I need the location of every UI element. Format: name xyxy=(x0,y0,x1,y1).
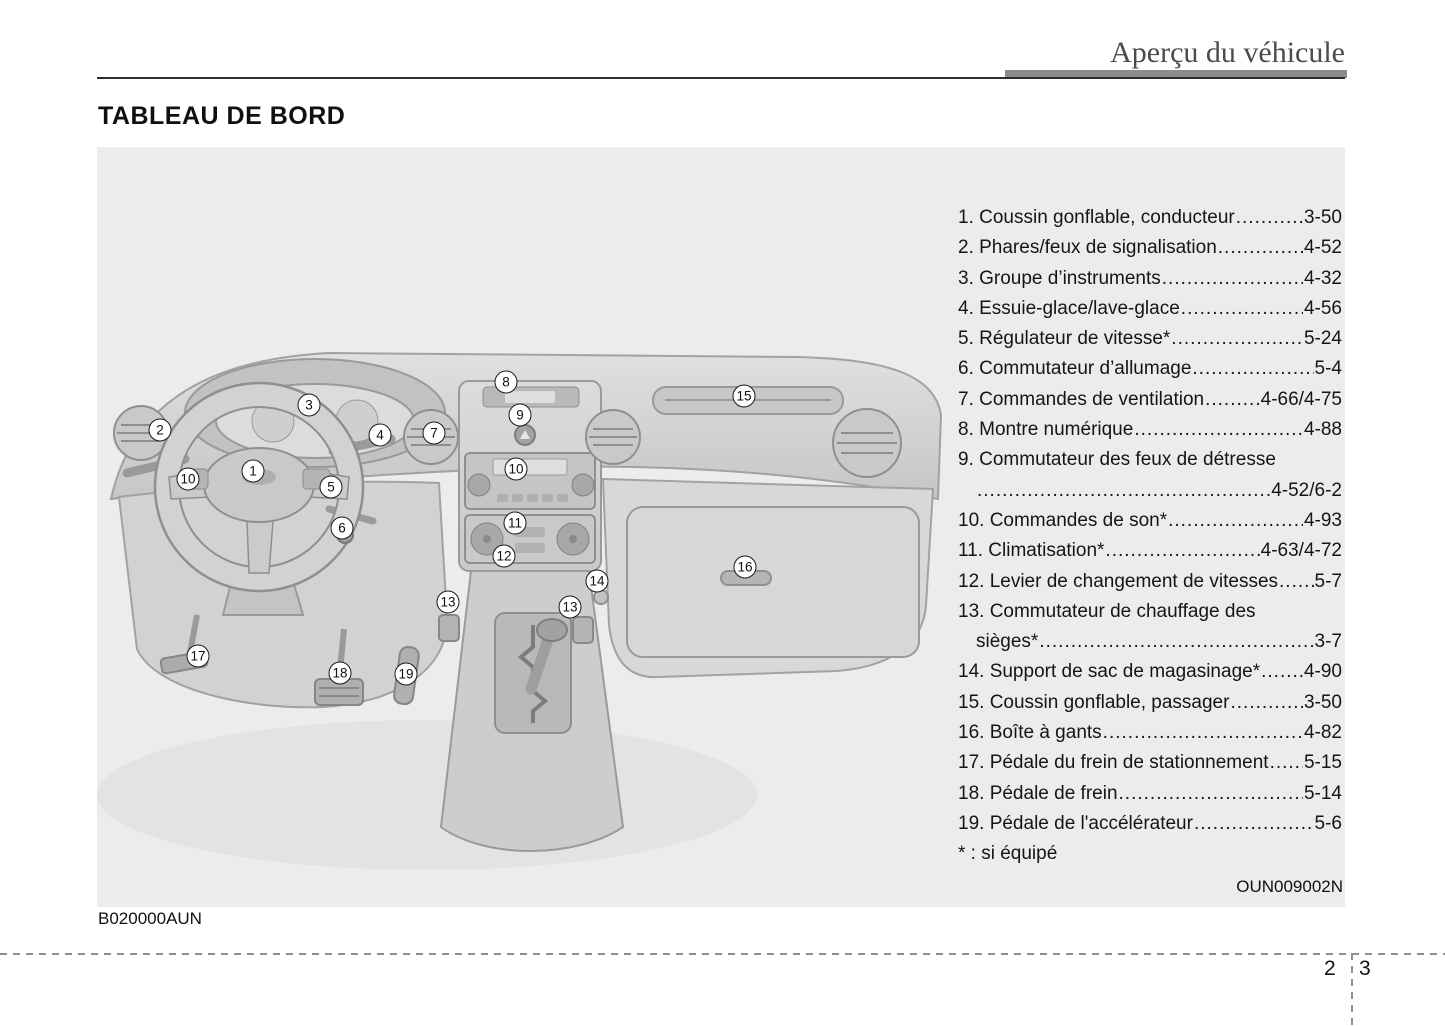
legend-note: * : si équipé xyxy=(958,843,1058,865)
dot-leader xyxy=(1162,264,1303,294)
legend-line: 6. Commutateur d’allumage ..... 5-4 xyxy=(958,354,1342,384)
callout-badge-6: 6 xyxy=(331,517,354,540)
dot-leader xyxy=(1181,294,1303,324)
legend-line: 2. Phares/feux de signalisation ..... 4-52 xyxy=(958,233,1342,263)
callout-badge-12: 12 xyxy=(493,545,516,568)
dot-leader xyxy=(1168,506,1303,536)
legend-item xyxy=(958,233,1342,263)
legend-item xyxy=(958,567,1342,597)
figure-code-left: B020000AUN xyxy=(98,909,202,928)
legend-page-ref: 3-7 xyxy=(1314,631,1342,653)
dot-leader xyxy=(1105,536,1259,566)
dot-leader xyxy=(1171,324,1303,354)
legend-line: 19. Pédale de l'accélérateur ..... 5-6 xyxy=(958,809,1342,839)
legend-line: 12. Levier de changement de vitesses ..... 5-7 xyxy=(958,567,1342,597)
callout-badge-2: 2 xyxy=(149,419,172,442)
cut-line-vertical xyxy=(1351,953,1353,1026)
callout-badge-17: 17 xyxy=(187,645,210,668)
legend-item xyxy=(958,809,1342,839)
legend-page-ref: 5-6 xyxy=(1314,812,1342,834)
legend-page-ref: 5-7 xyxy=(1314,570,1342,592)
legend-page-ref: 3-50 xyxy=(1303,691,1342,713)
callout-badge-16: 16 xyxy=(734,556,757,579)
legend-line: 18. Pédale de frein ..... 5-14 xyxy=(958,779,1342,809)
dashboard-figure xyxy=(97,147,1345,907)
page-number-left: 2 xyxy=(1324,957,1336,980)
legend-line: 17. Pédale du frein de stationnement ..... 5-15 xyxy=(958,748,1342,778)
callout-badge-1: 1 xyxy=(242,460,265,483)
callout-badge-10: 10 xyxy=(177,468,200,491)
legend-page-ref: 4-63/4-72 xyxy=(1260,540,1342,562)
legend-line: 9. Commutateur des feux de détresse xyxy=(958,449,1276,471)
legend-item xyxy=(958,294,1342,324)
dot-leader xyxy=(1230,688,1303,718)
dot-leader xyxy=(1205,385,1260,415)
legend-item xyxy=(958,415,1342,445)
legend-page-ref: 5-15 xyxy=(1303,752,1342,774)
legend-line: 15. Coussin gonflable, passager ..... 3-50 xyxy=(958,688,1342,718)
cut-line-horizontal xyxy=(0,953,1445,955)
legend-line: 1. Coussin gonflable, conducteur ..... 3-50 xyxy=(958,203,1342,233)
legend-items xyxy=(958,203,1342,839)
callout-badge-13: 13 xyxy=(437,591,460,614)
callout-badge-8: 8 xyxy=(495,371,518,394)
dot-leader xyxy=(1192,354,1313,384)
dot-leader xyxy=(1134,415,1303,445)
legend-page-ref: 3-50 xyxy=(1303,207,1342,228)
legend-page-ref: 4-90 xyxy=(1303,661,1342,683)
legend-page-ref: 4-32 xyxy=(1303,267,1342,289)
callout-badge-9: 9 xyxy=(509,404,532,427)
legend xyxy=(958,203,1342,870)
legend-line: sièges* ..... 3-7 xyxy=(958,627,1342,657)
callout-badge-18: 18 xyxy=(329,662,352,685)
callout-badge-14: 14 xyxy=(586,570,609,593)
legend-line: 10. Commandes de son* ..... 4-93 xyxy=(958,506,1342,536)
dot-leader xyxy=(1236,203,1303,233)
legend-item xyxy=(958,748,1342,778)
callout-badge-7: 7 xyxy=(423,422,446,445)
legend-line xyxy=(958,476,1342,506)
legend-line: 11. Climatisation* ..... 4-63/4-72 xyxy=(958,536,1342,566)
callout-badge-19: 19 xyxy=(395,663,418,686)
legend-line: 5. Régulateur de vitesse* ..... 5-24 xyxy=(958,324,1342,354)
legend-item xyxy=(958,324,1342,354)
legend-item xyxy=(958,506,1342,536)
legend-line: 4. Essuie-glace/lave-glace ..... 4-56 xyxy=(958,294,1342,324)
callout-badge-10: 10 xyxy=(505,458,528,481)
legend-page-ref: 4-66/4-75 xyxy=(1260,388,1342,410)
legend-item xyxy=(958,264,1342,294)
legend-line: 8. Montre numérique ..... 4-88 xyxy=(958,415,1342,445)
legend-item xyxy=(958,445,1342,506)
header-rule xyxy=(97,77,1345,79)
legend-line: 16. Boîte à gants ..... 4-82 xyxy=(958,718,1342,748)
legend-item xyxy=(958,779,1342,809)
callout-badge-4: 4 xyxy=(369,424,392,447)
legend-page-ref: 4-82 xyxy=(1303,722,1342,744)
callout-badge-13: 13 xyxy=(559,596,582,619)
callout-badge-5: 5 xyxy=(320,476,343,499)
legend-page-ref: 4-88 xyxy=(1303,419,1342,441)
dot-leader xyxy=(1103,718,1303,748)
legend-page-ref: 4-93 xyxy=(1303,509,1342,531)
dot-leader xyxy=(1261,657,1303,687)
figure-code: OUN009002N xyxy=(1236,877,1343,896)
legend-page-ref: 4-56 xyxy=(1303,297,1342,319)
legend-item xyxy=(958,718,1342,748)
legend-page-ref: 5-14 xyxy=(1303,782,1342,804)
dot-leader xyxy=(1039,627,1313,657)
legend-item xyxy=(958,385,1342,415)
section-heading: TABLEAU DE BORD xyxy=(98,102,346,130)
dot-leader xyxy=(1194,809,1314,839)
chapter-title: Aperçu du véhicule xyxy=(1110,36,1345,69)
legend-page-ref: 4-52 xyxy=(1303,237,1342,259)
callout-badge-11: 11 xyxy=(504,512,527,535)
legend-item xyxy=(958,203,1342,233)
legend-item xyxy=(958,354,1342,384)
legend-line: 3. Groupe d’instruments ..... 4-32 xyxy=(958,264,1342,294)
dot-leader xyxy=(1279,567,1314,597)
legend-item xyxy=(958,657,1342,687)
dot-leader xyxy=(1119,779,1303,809)
legend-line: 14. Support de sac de magasinage* ..... 4-90 xyxy=(958,657,1342,687)
callout-badge-3: 3 xyxy=(298,394,321,417)
callout-badge-15: 15 xyxy=(733,385,756,408)
legend-item xyxy=(958,597,1342,658)
dot-leader xyxy=(1218,233,1303,263)
legend-line: 7. Commandes de ventilation ..... 4-66/4-75 xyxy=(958,385,1342,415)
legend-page-ref: 4-52/6-2 xyxy=(1271,479,1342,501)
legend-item xyxy=(958,536,1342,566)
legend-page-ref: 5-4 xyxy=(1314,358,1342,380)
page-number-right: 3 xyxy=(1359,957,1371,980)
legend-item xyxy=(958,688,1342,718)
dot-leader xyxy=(1270,748,1303,778)
legend-page-ref: 5-24 xyxy=(1303,328,1342,350)
dot-leader xyxy=(977,476,1270,506)
legend-line: 13. Commutateur de chauffage des xyxy=(958,600,1256,622)
